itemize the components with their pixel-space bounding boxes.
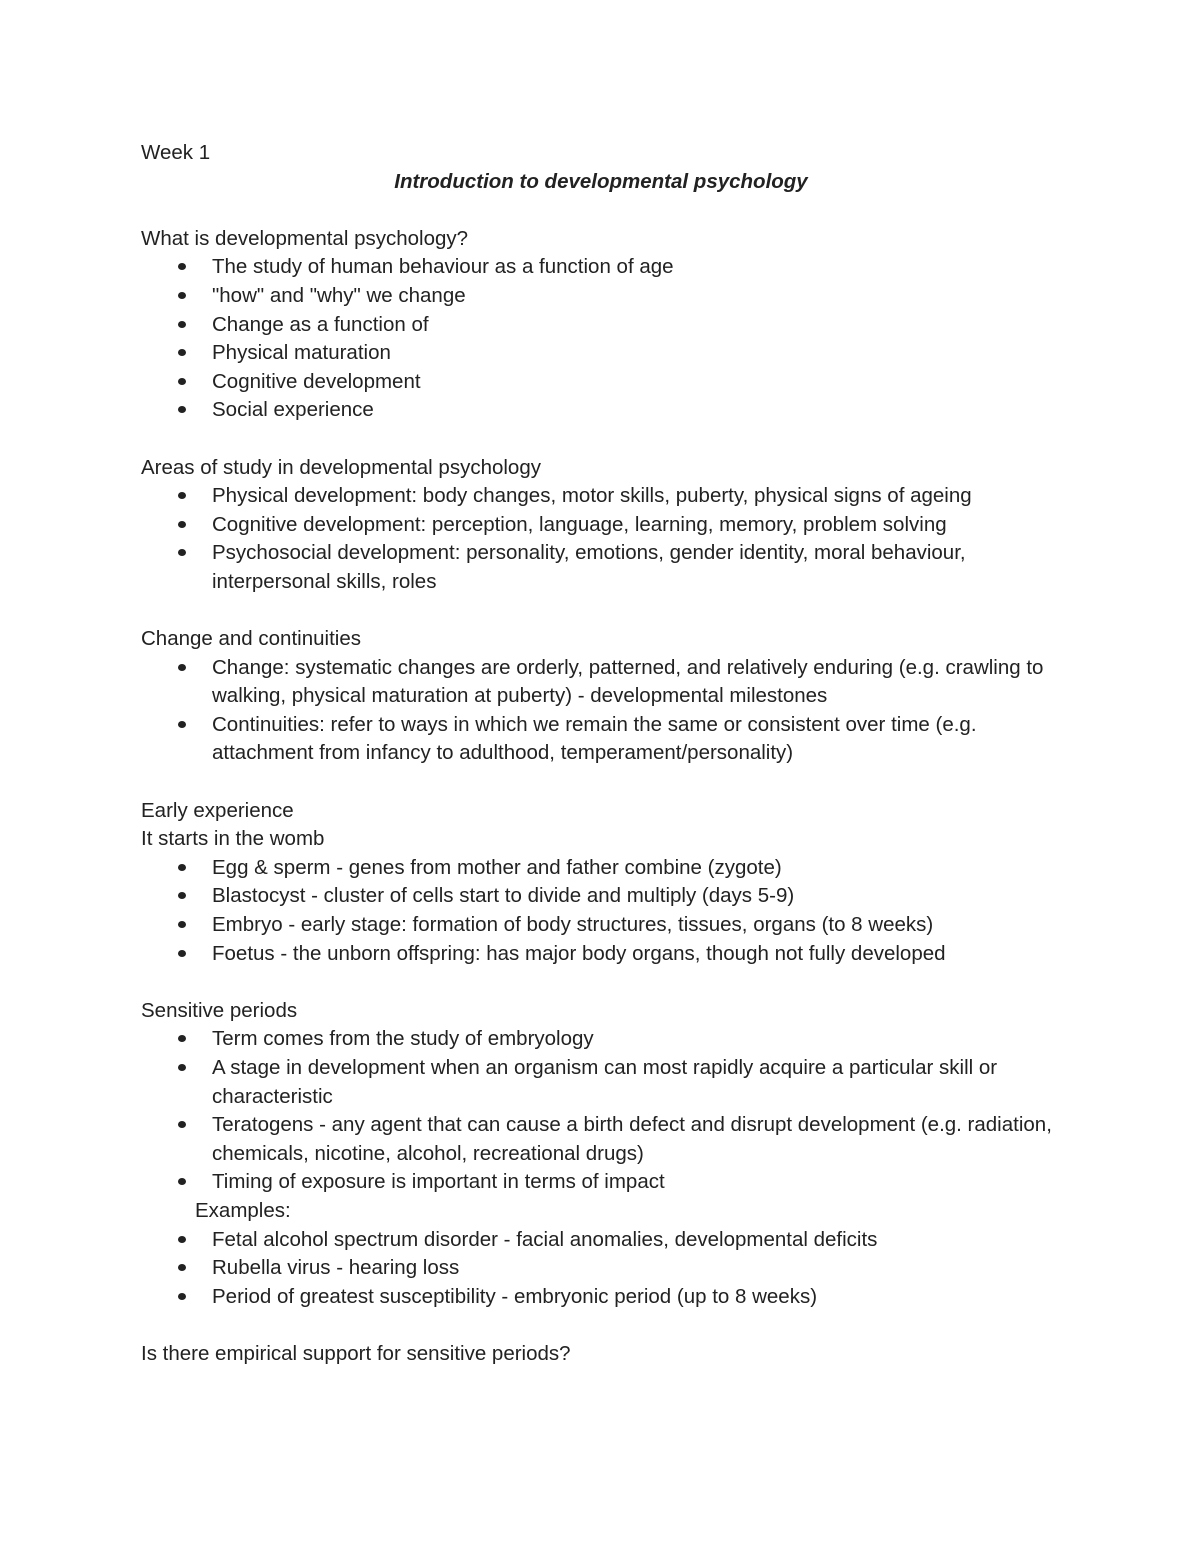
bullet-icon [178, 864, 186, 871]
list-item [141, 253, 1061, 282]
bullet-icon [178, 1064, 186, 1071]
section-subheading: It starts in the womb [141, 827, 325, 851]
bullet-list [141, 253, 1061, 425]
spacer [141, 196, 1061, 225]
list-item-text: Social experience [212, 398, 374, 422]
bullet-icon [178, 950, 186, 957]
bullet-list [141, 854, 1061, 968]
list-item-text: Blastocyst - cluster of cells start to divide and multiply (days 5-9) [212, 884, 795, 908]
document-page [141, 139, 1061, 1369]
section-heading: Early experience [141, 798, 294, 822]
list-item [141, 911, 1061, 940]
list-item-text: Term comes from the study of embryology [212, 1027, 594, 1051]
list-item-text: A stage in development when an organism can most rapidly acquire a particular skill or characteristic [212, 1056, 998, 1108]
spacer [141, 1311, 1061, 1340]
list-item-text: Egg & sperm - genes from mother and father combine (zygote) [212, 855, 782, 879]
bullet-list [141, 1226, 1061, 1312]
list-item [141, 1111, 1061, 1168]
list-item-text: Rubella virus - hearing loss [212, 1256, 460, 1280]
list-item [141, 1054, 1061, 1111]
list-item-text: Embryo - early stage: formation of body structures, tissues, organs (to 8 weeks) [212, 913, 934, 937]
list-item [141, 482, 1061, 511]
bullet-icon [178, 1121, 186, 1128]
list-item [141, 511, 1061, 540]
list-item-text: Physical development: body changes, motor skills, puberty, physical signs of ageing [212, 484, 972, 508]
list-item-text: Teratogens - any agent that can cause a birth defect and disrupt development (e.g. radiation, chemicals, nicotine, alcohol, recreational drugs) [212, 1113, 1052, 1165]
spacer [141, 597, 1061, 626]
list-item-text: Psychosocial development: personality, emotions, gender identity, moral behaviour, interpersonal skills, roles [212, 541, 966, 593]
list-item-text: Foetus - the unborn offspring: has major body organs, though not fully developed [212, 941, 946, 965]
section-heading: Change and continuities [141, 627, 361, 651]
section-heading: What is developmental psychology? [141, 226, 469, 250]
list-item [141, 1168, 1061, 1197]
bullet-icon [178, 321, 186, 328]
list-item-text: Change as a function of [212, 312, 429, 336]
list-item-text: Cognitive development [212, 369, 421, 393]
bullet-icon [178, 521, 186, 528]
bullet-icon [178, 263, 186, 270]
list-item-text: Cognitive development: perception, language, learning, memory, problem solving [212, 512, 947, 536]
bullet-icon [178, 1178, 186, 1185]
list-item [141, 1226, 1061, 1255]
list-item-text: Continuities: refer to ways in which we remain the same or consistent over time (e.g. attachment from infancy to adulthood, temperament/personality) [212, 712, 977, 765]
spacer [141, 425, 1061, 454]
list-item-text: Physical maturation [212, 341, 391, 365]
list-item-text: The study of human behaviour as a function of age [212, 255, 674, 279]
list-item-text: Fetal alcohol spectrum disorder - facial anomalies, developmental deficits [212, 1227, 878, 1251]
bullet-icon [178, 349, 186, 356]
list-item [141, 654, 1061, 711]
bullet-icon [178, 549, 186, 556]
spacer [141, 968, 1061, 997]
bullet-icon [178, 721, 186, 728]
bullet-list [141, 1025, 1061, 1197]
bullet-icon [178, 1264, 186, 1271]
section-heading: Sensitive periods [141, 998, 298, 1022]
list-item [141, 1283, 1061, 1312]
examples-label: Examples: [195, 1198, 291, 1222]
list-item-text: "how" and "why" we change [212, 283, 466, 307]
bullet-icon [178, 378, 186, 385]
bullet-list [141, 654, 1061, 768]
list-item [141, 854, 1061, 883]
list-item [141, 396, 1061, 425]
list-item-text: Period of greatest susceptibility - embryonic period (up to 8 weeks) [212, 1284, 818, 1308]
bullet-list [141, 482, 1061, 596]
list-item [141, 539, 1061, 596]
list-item-text: Timing of exposure is important in terms of impact [212, 1170, 665, 1194]
bullet-icon [178, 892, 186, 899]
list-item-text: Change: systematic changes are orderly, patterned, and relatively enduring (e.g. crawling to walking, physical maturation at puberty) - developmental milestones [212, 655, 1044, 708]
list-item [141, 940, 1061, 969]
list-item [141, 311, 1061, 340]
list-item [141, 368, 1061, 397]
list-item [141, 882, 1061, 911]
week-label: Week 1 [141, 141, 211, 164]
bullet-icon [178, 1236, 186, 1243]
closing-question: Is there empirical support for sensitive periods? [141, 1341, 571, 1365]
bullet-icon [178, 1293, 186, 1300]
bullet-icon [178, 492, 186, 499]
list-item [141, 282, 1061, 311]
list-item [141, 339, 1061, 368]
section-heading: Areas of study in developmental psychology [141, 455, 541, 479]
spacer [141, 768, 1061, 797]
bullet-icon [178, 406, 186, 413]
bullet-icon [178, 292, 186, 299]
list-item [141, 1025, 1061, 1054]
bullet-icon [178, 1035, 186, 1042]
list-item [141, 711, 1061, 768]
bullet-icon [178, 921, 186, 928]
document-title: Introduction to developmental psychology [394, 169, 808, 193]
list-item [141, 1254, 1061, 1283]
bullet-icon [178, 664, 186, 671]
